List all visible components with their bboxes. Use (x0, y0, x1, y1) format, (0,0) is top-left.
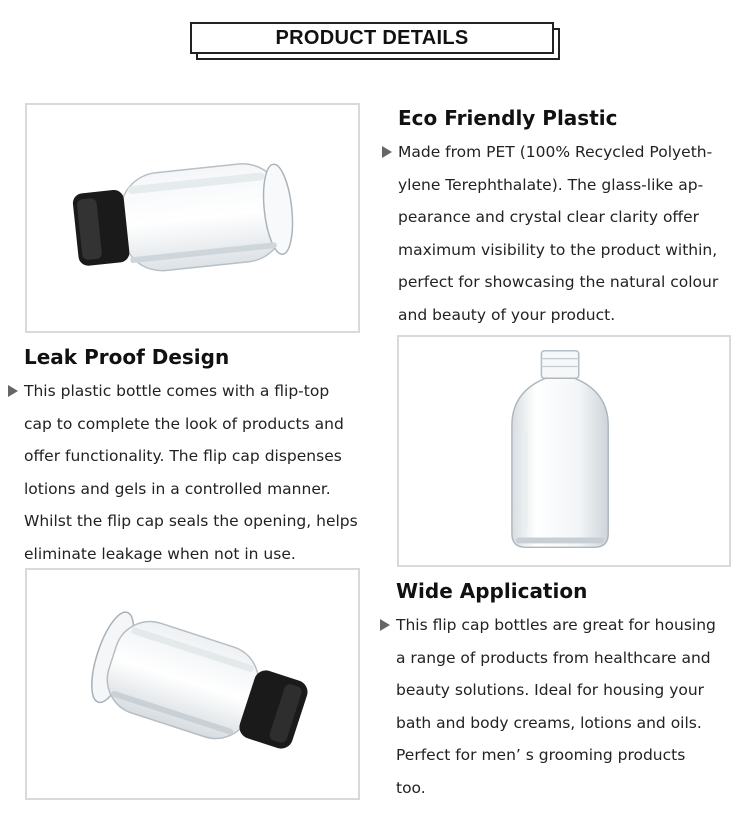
section-title: Wide Application (396, 579, 588, 603)
body-line: too. (396, 778, 426, 797)
product-photo-flip-cap-right (25, 568, 360, 800)
body-line: offer functionality. The flip cap dispenses (24, 447, 342, 465)
bottle-image (399, 337, 729, 565)
bullet-arrow-icon (380, 619, 390, 631)
product-photo-flip-cap-left (25, 103, 360, 333)
section-body (398, 136, 738, 331)
header-banner (190, 22, 554, 54)
bullet-arrow-icon (382, 146, 392, 158)
page-title: PRODUCT DETAILS (275, 26, 469, 49)
bullet-arrow-icon (8, 385, 18, 397)
body-line: Perfect for men’ s grooming products (396, 746, 686, 764)
body-line: pearance and crystal clear clarity offer (398, 208, 700, 226)
section-body (24, 375, 374, 570)
body-line: Made from PET (100% Recycled Polyeth- (398, 143, 713, 161)
body-line: This plastic bottle comes with a flip-top (24, 382, 330, 400)
body-line: beauty solutions. Ideal for housing your (396, 681, 705, 699)
body-line: lotions and gels in a controlled manner. (24, 479, 331, 498)
section-eco-friendly (398, 106, 738, 331)
body-line: and beauty of your product. (398, 305, 616, 324)
body-line: eliminate leakage when not in use. (24, 544, 296, 563)
body-line: ylene Terephthalate). The glass-like ap- (398, 175, 704, 194)
section-title: Leak Proof Design (24, 345, 230, 369)
body-line: perfect for showcasing the natural colour (398, 273, 719, 291)
section-body (396, 609, 741, 804)
section-title: Eco Friendly Plastic (398, 106, 618, 130)
bottle-image (27, 105, 358, 331)
bottle-image (27, 570, 358, 798)
body-line: Whilst the flip cap seals the opening, helps (24, 512, 358, 530)
body-line: This flip cap bottles are great for housing (396, 616, 716, 634)
body-line: maximum visibility to the product within, (398, 240, 718, 259)
body-line: cap to complete the look of products and (24, 414, 344, 433)
body-line: bath and body creams, lotions and oils. (396, 713, 702, 732)
product-photo-open-bottle (397, 335, 731, 567)
section-wide-application (396, 579, 741, 804)
body-line: a range of products from healthcare and (396, 648, 711, 667)
section-leak-proof (24, 345, 374, 570)
